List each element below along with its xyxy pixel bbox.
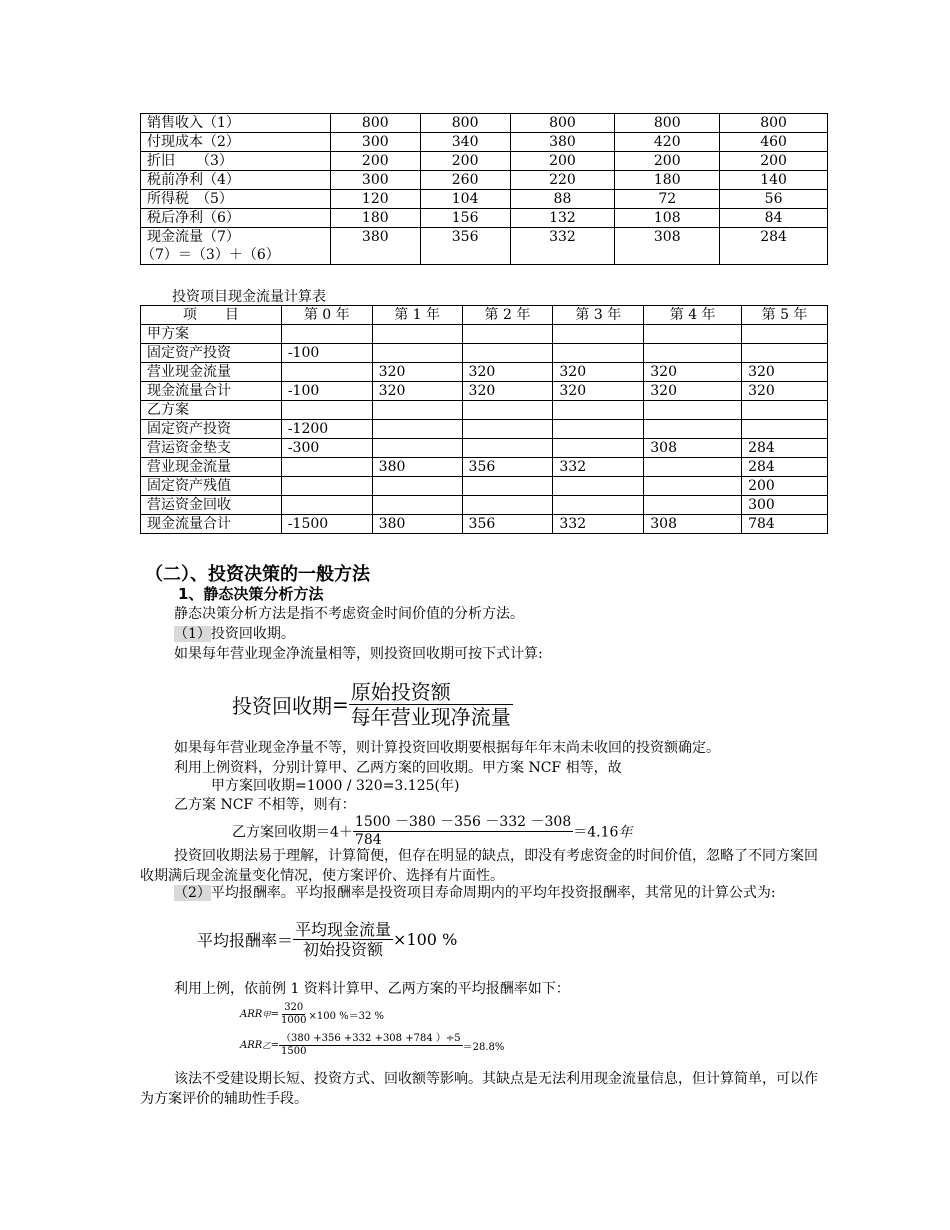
table-cell: 800 — [330, 114, 420, 133]
table-cell: 200 — [420, 152, 510, 171]
table-cell — [462, 439, 553, 458]
table-cell — [462, 401, 553, 420]
paragraph-arr-evaluation: 该法不受建设期长短、投资方式、回收额等影响。其缺点是无法利用现金流量信息，但计算简单，可以作为方案评价的辅助性手段。 — [140, 1071, 818, 1107]
table-cell — [281, 477, 372, 496]
formula2-denominator: 784 — [354, 831, 382, 848]
table-cell — [553, 420, 644, 439]
table-cell — [742, 401, 828, 420]
table-cell — [644, 420, 742, 439]
table-row — [141, 420, 828, 439]
row-label — [141, 228, 331, 265]
table-row — [141, 133, 828, 152]
table-cell: -1500 — [281, 515, 372, 534]
table-row — [141, 344, 828, 363]
row-label: 销售收入（1） — [141, 114, 331, 133]
table-cell: 200 — [330, 152, 420, 171]
table-cell — [372, 439, 462, 458]
formula5-lhs: ARR — [240, 1040, 263, 1051]
table-cell: 120 — [330, 190, 420, 209]
table-row — [141, 363, 828, 382]
table-row — [141, 477, 828, 496]
row-label: 固定资产投资 — [141, 344, 282, 363]
table-cell: 420 — [615, 133, 720, 152]
formula4-eq: = — [270, 1009, 280, 1020]
table-cell: 320 — [644, 382, 742, 401]
column-header: 第 2 年 — [462, 306, 553, 325]
formula4-fraction — [279, 1002, 308, 1027]
formula1-lhs: 投资回收期 — [232, 694, 332, 718]
table-cell: 220 — [510, 171, 615, 190]
table-cell: 380 — [510, 133, 615, 152]
formula1-eq: = — [332, 692, 349, 717]
table-cell: 320 — [553, 363, 644, 382]
table-header-row — [141, 306, 828, 325]
table-cell — [644, 496, 742, 515]
table-cell: -1200 — [281, 420, 372, 439]
table-cell — [742, 344, 828, 363]
table-cell — [742, 420, 828, 439]
column-header: 第 3 年 — [553, 306, 644, 325]
column-header: 第 1 年 — [372, 306, 462, 325]
table-cell: 108 — [615, 209, 720, 228]
paragraph-example-2: 利用上例，依前例 1 资料计算甲、乙两方案的平均报酬率如下： — [174, 981, 570, 997]
table-cell: -100 — [281, 382, 372, 401]
formula3-lhs: 平均报酬率＝ — [197, 931, 294, 951]
row-label-line2: （7）＝（3）＋（6） — [141, 247, 280, 263]
table2-caption: 投资项目现金流量计算表 — [172, 289, 326, 305]
row-label-line1: 现金流量（7） — [147, 229, 240, 245]
table-row — [141, 458, 828, 477]
paragraph-equal-flow: 如果每年营业现金净流量相等，则投资回收期可按下式计算: — [174, 646, 543, 662]
column-header: 第 4 年 — [644, 306, 742, 325]
table-cell — [553, 496, 644, 515]
formula2-fraction — [353, 814, 573, 849]
table-row — [141, 190, 828, 209]
table-cell — [462, 344, 553, 363]
formula4-denominator: 1000 — [281, 1015, 307, 1026]
row-label: 税前净利（4） — [141, 171, 331, 190]
investment-cash-flow-table — [140, 305, 828, 534]
row-label: 甲方案 — [141, 325, 282, 344]
formula3-fraction — [293, 920, 393, 959]
table-row — [141, 171, 828, 190]
formula1-denominator: 每年营业现净流量 — [350, 705, 511, 729]
row-label: 营业现金流量 — [141, 458, 282, 477]
table-cell — [553, 439, 644, 458]
table-cell: 284 — [742, 439, 828, 458]
table-cell — [281, 401, 372, 420]
table-cell: 308 — [644, 515, 742, 534]
formula2-rhs: ＝4.16 — [573, 824, 619, 841]
section-heading: （二）、投资决策的一般方法 — [145, 564, 370, 585]
row-label: 税后净利（6） — [141, 209, 331, 228]
table-row — [141, 325, 828, 344]
table-cell — [553, 325, 644, 344]
table-cell: 200 — [720, 152, 828, 171]
table-cell — [644, 401, 742, 420]
table-cell — [372, 496, 462, 515]
row-label: 固定资产投资 — [141, 420, 282, 439]
table-cell — [462, 496, 553, 515]
table-cell: 300 — [330, 171, 420, 190]
paragraph-payback-evaluation: 投资回收期法易于理解，计算简便，但存在明显的缺点，即没有考虑资金的时间价值，忽略了不同方案回收期满后现金流量变化情况，使方案评价、选择有片面性。 — [140, 848, 818, 884]
formula5-rhs: ＝28.8% — [462, 1042, 505, 1053]
formula5-eq: = — [270, 1040, 280, 1051]
cash-flow-table-1 — [140, 113, 828, 265]
formula4-lhs: ARR — [240, 1009, 263, 1020]
table-cell: 72 — [615, 190, 720, 209]
table-cell: 320 — [553, 382, 644, 401]
table-row — [141, 228, 828, 265]
row-label: 乙方案 — [141, 401, 282, 420]
formula1-fraction — [349, 680, 513, 729]
formula2-unit: 年 — [618, 824, 633, 841]
row-label: 营业现金流量 — [141, 363, 282, 382]
table-cell: 320 — [462, 382, 553, 401]
table-cell: 332 — [553, 458, 644, 477]
table-cell: 332 — [510, 228, 615, 265]
formula3-denominator: 初始投资额 — [303, 940, 384, 960]
table-cell: 180 — [615, 171, 720, 190]
table-cell — [372, 344, 462, 363]
table-cell: 56 — [720, 190, 828, 209]
row-label: 固定资产残值 — [141, 477, 282, 496]
table-cell: 284 — [720, 228, 828, 265]
row-label: 折旧 （3） — [141, 152, 331, 171]
table-cell: 320 — [742, 382, 828, 401]
paragraph-plan-a-payback: 甲方案回收期=1000 / 320=3.125(年) — [211, 778, 460, 794]
table-cell: 320 — [372, 382, 462, 401]
table-row — [141, 382, 828, 401]
item-payback-period — [174, 623, 295, 643]
table-cell: 300 — [330, 133, 420, 152]
table-cell: 460 — [720, 133, 828, 152]
table-cell: 200 — [742, 477, 828, 496]
row-label: 营运资金回收 — [141, 496, 282, 515]
formula-arr-a — [240, 1002, 384, 1027]
table-cell: 332 — [553, 515, 644, 534]
paragraph-example: 利用上例资料，分别计算甲、乙两方案的回收期。甲方案 NCF 相等，故 — [174, 760, 622, 776]
table-cell: 260 — [420, 171, 510, 190]
paragraph-static-definition: 静态决策分析方法是指不考虑资金时间价值的分析方法。 — [174, 606, 524, 622]
table-cell: 800 — [720, 114, 828, 133]
table-cell: 784 — [742, 515, 828, 534]
formula-payback-period — [232, 680, 513, 729]
subsection-heading: 1、静态决策分析方法 — [178, 585, 324, 603]
item-average-return — [140, 883, 830, 903]
table-cell — [372, 477, 462, 496]
paragraph-unequal-flow: 如果每年营业现金净量不等，则计算投资回收期要根据每年年末尚未收回的投资额确定。 — [174, 740, 720, 756]
formula4-rhs: ×100 %＝32 % — [308, 1011, 385, 1022]
item1-tag: （1） — [174, 626, 211, 642]
table-cell — [462, 477, 553, 496]
table-row — [141, 439, 828, 458]
table-cell: 156 — [420, 209, 510, 228]
table-cell: 320 — [372, 363, 462, 382]
table-cell: 308 — [615, 228, 720, 265]
table-cell — [462, 420, 553, 439]
table-cell: 800 — [420, 114, 510, 133]
column-header: 项 目 — [141, 306, 282, 325]
table-cell: 200 — [510, 152, 615, 171]
table-cell: 800 — [510, 114, 615, 133]
table-cell: 356 — [420, 228, 510, 265]
table-cell: 284 — [742, 458, 828, 477]
table-cell — [372, 401, 462, 420]
row-label: 现金流量合计 — [141, 382, 282, 401]
table-cell: 356 — [462, 458, 553, 477]
table-cell — [644, 325, 742, 344]
row-label: 现金流量合计 — [141, 515, 282, 534]
formula1-numerator: 原始投资额 — [349, 680, 513, 705]
table-cell — [742, 325, 828, 344]
table-cell: 84 — [720, 209, 828, 228]
table-cell — [281, 458, 372, 477]
table-cell: 180 — [330, 209, 420, 228]
table-cell: 380 — [330, 228, 420, 265]
table-cell: 300 — [742, 496, 828, 515]
formula2-numerator: 1500 －380 －356 －332 －308 — [354, 814, 572, 830]
table-cell — [553, 401, 644, 420]
table-cell — [372, 420, 462, 439]
table-cell: 340 — [420, 133, 510, 152]
table-row — [141, 515, 828, 534]
table-cell: 380 — [372, 515, 462, 534]
table-cell — [644, 344, 742, 363]
table-cell: 132 — [510, 209, 615, 228]
column-header: 第 5 年 — [742, 306, 828, 325]
table-row — [141, 152, 828, 171]
table-cell: 88 — [510, 190, 615, 209]
table-cell: 320 — [644, 363, 742, 382]
table-cell: 140 — [720, 171, 828, 190]
table-cell: 320 — [462, 363, 553, 382]
table-cell: 104 — [420, 190, 510, 209]
item1-text: 投资回收期。 — [210, 626, 295, 642]
table-cell — [644, 458, 742, 477]
formula4-numerator: 320 — [284, 1002, 304, 1013]
table-cell: -300 — [281, 439, 372, 458]
table-cell: 356 — [462, 515, 553, 534]
table-cell: -100 — [281, 344, 372, 363]
item2-tag: （2） — [174, 885, 211, 901]
table-cell — [281, 363, 372, 382]
table-cell — [281, 496, 372, 515]
table-cell: 200 — [615, 152, 720, 171]
row-label: 付现成本（2） — [141, 133, 331, 152]
item2-text: 平均报酬率。平均报酬率是投资项目寿命周期内的平均年投资报酬率，其常见的计算公式为: — [210, 885, 776, 901]
table-cell — [372, 325, 462, 344]
table-row — [141, 496, 828, 515]
table-cell — [553, 344, 644, 363]
table-row — [141, 209, 828, 228]
table-cell: 308 — [644, 439, 742, 458]
formula5-numerator: （380 +356 +332 +308 +784 ）÷5 — [281, 1033, 461, 1044]
column-header: 第 0 年 — [281, 306, 372, 325]
formula-plan-b-payback — [232, 814, 632, 849]
paragraph-plan-b-intro: 乙方案 NCF 不相等，则有： — [174, 797, 356, 813]
formula-average-return — [197, 920, 457, 959]
table-cell: 320 — [742, 363, 828, 382]
table-cell — [281, 325, 372, 344]
table-cell — [462, 325, 553, 344]
formula5-sub: 乙 — [262, 1040, 271, 1051]
table-cell: 800 — [615, 114, 720, 133]
formula3-rhs: ×100 % — [393, 930, 458, 950]
row-label: 所得税 （5） — [141, 190, 331, 209]
formula3-numerator: 平均现金流量 — [295, 920, 392, 939]
formula2-lhs: 乙方案回收期＝4＋ — [232, 824, 353, 841]
table-row — [141, 401, 828, 420]
row-label: 营运资金垫支 — [141, 439, 282, 458]
formula5-denominator: 1500 — [281, 1046, 307, 1057]
table-cell: 380 — [372, 458, 462, 477]
formula5-fraction — [279, 1033, 463, 1058]
table-cell — [644, 477, 742, 496]
table-cell — [553, 477, 644, 496]
formula-arr-b — [240, 1033, 504, 1058]
formula4-sub: 甲 — [262, 1009, 271, 1020]
table-row — [141, 114, 828, 133]
